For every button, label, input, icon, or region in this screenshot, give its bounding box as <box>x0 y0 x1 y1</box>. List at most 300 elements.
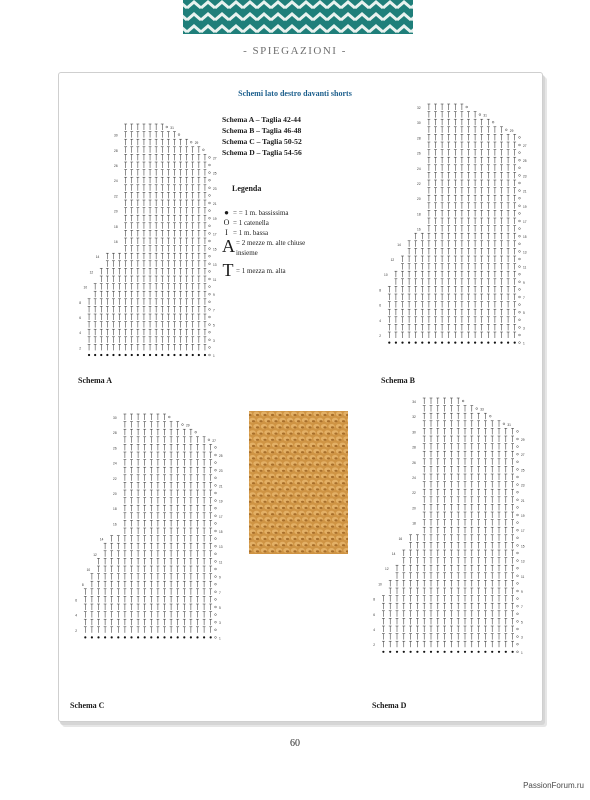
stitch-mark <box>117 636 119 638</box>
legend-text: = 1 mezza m. alta <box>236 267 286 275</box>
chain-mark <box>519 228 521 230</box>
chart-row <box>412 444 518 450</box>
texture-loop-shadow <box>327 445 330 447</box>
texture-loop-shadow <box>263 526 266 528</box>
chart-row <box>113 414 170 420</box>
chain-mark <box>519 167 521 169</box>
texture-loop-shadow <box>259 532 262 534</box>
texture-loop-shadow <box>323 476 326 478</box>
chain-mark <box>209 202 211 204</box>
texture-loop-shadow <box>323 439 326 441</box>
chart-row <box>423 436 525 442</box>
texture-loop-shadow <box>267 495 270 497</box>
stitch-mark <box>155 354 157 356</box>
texture-loop-shadow <box>331 501 334 503</box>
row-number-left: 4 <box>379 318 381 323</box>
row-number-left: 14 <box>391 552 396 556</box>
chart-row <box>391 256 521 262</box>
legend-title: Legenda <box>232 184 262 193</box>
chain-mark <box>519 342 521 344</box>
texture-loop-shadow <box>301 439 304 441</box>
chain-mark <box>215 469 217 471</box>
texture-loop-shadow <box>263 501 266 503</box>
texture-loop-shadow <box>282 433 285 435</box>
chart-row <box>84 604 221 610</box>
row-number-left: 10 <box>83 285 88 290</box>
texture-loop-shadow <box>331 414 334 416</box>
stitch-mark <box>498 651 500 653</box>
row-number-right: 19 <box>219 499 223 504</box>
chart-row <box>379 317 520 323</box>
texture-loop-shadow <box>297 507 300 509</box>
chain-mark <box>209 233 211 235</box>
chart-row <box>428 172 527 178</box>
stitch-mark <box>430 651 432 653</box>
chart-row <box>428 112 488 118</box>
texture-loop-shadow <box>286 439 289 441</box>
chain-mark <box>209 271 211 273</box>
texture-loop-shadow <box>301 426 304 428</box>
texture-loop-shadow <box>259 420 262 422</box>
stitch-mark <box>94 354 96 356</box>
texture-loop-shadow <box>259 433 262 435</box>
chart-row <box>124 528 223 534</box>
texture-loop-shadow <box>252 445 255 447</box>
stitch-mark <box>137 354 139 356</box>
row-number-right: 17 <box>521 529 525 534</box>
chain-mark <box>517 628 519 630</box>
texture-loop-shadow <box>308 464 311 466</box>
chart-row <box>423 466 525 472</box>
texture-loop-shadow <box>293 488 296 490</box>
chart-row <box>113 520 216 526</box>
texture-loop-shadow <box>278 513 281 515</box>
chain-mark <box>209 324 211 326</box>
size-list <box>222 114 302 158</box>
texture-loop-shadow <box>256 526 259 528</box>
texture-loop-shadow <box>271 426 274 428</box>
texture-loop-shadow <box>334 495 337 497</box>
texture-loop-shadow <box>323 464 326 466</box>
texture-loop-shadow <box>323 501 326 503</box>
stitch-mark <box>196 636 198 638</box>
texture-loop-shadow <box>274 445 277 447</box>
chart-row <box>114 208 210 214</box>
texture-loop-shadow <box>252 519 255 521</box>
chain-mark <box>517 636 519 638</box>
chart-row <box>389 588 523 594</box>
half-double-crochet-symbol-icon: T <box>222 260 234 280</box>
chain-mark <box>209 164 211 166</box>
texture-loop-shadow <box>293 451 296 453</box>
chain-mark <box>215 561 217 563</box>
texture-loop-shadow <box>259 507 262 509</box>
texture-loop-shadow <box>308 513 311 515</box>
crochet-texture-image <box>249 411 348 554</box>
row-number-left: 12 <box>93 552 97 557</box>
stitch-mark <box>170 636 172 638</box>
row-number-left: 20 <box>113 492 117 496</box>
texture-loop-shadow <box>331 526 334 528</box>
chain-mark <box>209 301 211 303</box>
texture-loop-shadow <box>342 470 345 472</box>
texture-loop-shadow <box>308 439 311 441</box>
texture-loop-shadow <box>297 433 300 435</box>
row-number-left: 8 <box>373 597 375 602</box>
row-number-left: 10 <box>86 568 91 572</box>
chart-row <box>379 332 520 338</box>
chart-row <box>124 498 223 504</box>
stitch-mark <box>448 342 450 344</box>
chart-row <box>412 520 518 526</box>
texture-loop-shadow <box>304 482 307 484</box>
texture-loop-shadow <box>301 464 304 466</box>
chart-row <box>428 203 527 209</box>
chain-mark <box>209 255 211 257</box>
chart-row <box>395 279 526 285</box>
chart-row <box>90 268 211 274</box>
texture-loop-shadow <box>323 414 326 416</box>
chart-row <box>87 566 217 572</box>
legend-text: = 1 m. bassa <box>233 229 269 237</box>
texture-loop-shadow <box>301 414 304 416</box>
row-number-right: 19 <box>523 204 527 209</box>
row-number-left: 6 <box>79 316 81 320</box>
chart-row <box>124 482 223 488</box>
chain-mark <box>215 477 217 479</box>
stitch-mark <box>401 342 403 344</box>
chain-mark <box>519 152 521 154</box>
stitch-mark <box>428 342 430 344</box>
row-number-left: 28 <box>114 148 118 153</box>
texture-loop-shadow <box>316 501 319 503</box>
chain-mark <box>215 462 217 464</box>
chain-mark <box>209 331 211 333</box>
chain-mark <box>476 408 478 410</box>
chain-mark <box>517 621 519 623</box>
texture-loop-shadow <box>304 433 307 435</box>
texture-loop-shadow <box>256 464 259 466</box>
row-number-left: 10 <box>384 273 388 278</box>
chart-row <box>408 248 527 254</box>
texture-loop-shadow <box>267 519 270 521</box>
stitch-mark <box>484 651 486 653</box>
chain-mark <box>517 461 519 463</box>
stitch-mark <box>461 342 463 344</box>
texture-loop-shadow <box>293 414 296 416</box>
stitch-mark <box>403 651 405 653</box>
chart-row <box>373 611 518 617</box>
stitch-mark <box>388 342 390 344</box>
texture-loop-shadow <box>297 470 300 472</box>
chain-mark <box>215 492 217 494</box>
chain-mark <box>209 217 211 219</box>
chart-row <box>113 460 216 466</box>
row-number-left: 14 <box>397 242 401 247</box>
chart-row <box>84 636 221 640</box>
texture-loop-shadow <box>338 451 341 453</box>
stitch-mark <box>210 636 212 638</box>
legend-text: = 1 catenella <box>233 219 269 227</box>
chart-row <box>417 134 520 140</box>
stitch-mark <box>124 636 126 638</box>
chain-mark <box>215 629 217 631</box>
row-number-right: 1 <box>523 341 525 346</box>
stitch-mark <box>471 651 473 653</box>
texture-loop-shadow <box>278 426 281 428</box>
texture-loop-shadow <box>267 470 270 472</box>
chart-row <box>423 512 525 518</box>
texture-loop-shadow <box>252 482 255 484</box>
row-number-right: 1 <box>521 650 523 655</box>
row-number-right: 9 <box>521 590 523 594</box>
chart-row <box>94 291 215 297</box>
chart-row <box>397 241 520 247</box>
texture-loop-shadow <box>301 526 304 528</box>
stitch-mark <box>131 354 133 356</box>
row-number-left: 22 <box>412 491 416 496</box>
texture-loop-shadow <box>293 476 296 478</box>
texture-loop-shadow <box>319 482 322 484</box>
chain-symbol-icon: O <box>223 218 230 227</box>
stitch-mark <box>144 636 146 638</box>
texture-loop-shadow <box>263 464 266 466</box>
chain-mark <box>479 114 481 116</box>
row-number-left: 24 <box>113 461 117 466</box>
chain-mark <box>209 339 211 341</box>
texture-loop-shadow <box>267 445 270 447</box>
chain-mark <box>209 293 211 295</box>
chain-mark <box>209 225 211 227</box>
texture-loop-shadow <box>327 495 330 497</box>
chain-mark <box>209 172 211 174</box>
chart-row <box>114 147 204 153</box>
chain-mark <box>492 121 494 123</box>
stitch-mark <box>111 636 113 638</box>
chart-row <box>396 573 525 579</box>
chain-mark <box>517 446 519 448</box>
texture-loop-shadow <box>319 519 322 521</box>
stitch-mark <box>143 354 145 356</box>
texture-loop-shadow <box>297 495 300 497</box>
row-number-left: 30 <box>113 416 117 420</box>
chart-schema-a <box>72 118 222 370</box>
dot-symbol-icon: ● <box>224 208 229 217</box>
texture-loop-shadow <box>304 445 307 447</box>
texture-loop-shadow <box>312 507 315 509</box>
chain-mark <box>519 197 521 199</box>
texture-loop-shadow <box>271 464 274 466</box>
chart-row <box>100 276 217 282</box>
chain-mark <box>182 424 184 426</box>
texture-loop-shadow <box>274 420 277 422</box>
texture-loop-shadow <box>259 457 262 459</box>
texture-loop-shadow <box>263 426 266 428</box>
texture-loop-shadow <box>338 439 341 441</box>
texture-loop-shadow <box>312 495 315 497</box>
chart-row <box>75 612 216 618</box>
chart-row <box>124 170 217 176</box>
chain-mark <box>517 567 519 569</box>
chart-row <box>114 162 210 168</box>
texture-loop-shadow <box>293 464 296 466</box>
row-number-left: 18 <box>114 224 118 229</box>
row-number-left: 16 <box>113 522 117 527</box>
stitch-mark <box>444 651 446 653</box>
chain-mark <box>517 469 519 471</box>
stitch-mark <box>91 636 93 638</box>
texture-loop-shadow <box>334 420 337 422</box>
texture-loop-shadow <box>267 482 270 484</box>
chart-row <box>417 195 520 201</box>
texture-loop-shadow <box>282 482 285 484</box>
row-number-left: 26 <box>114 164 118 168</box>
chain-mark <box>489 415 491 417</box>
stitch-mark <box>167 354 169 356</box>
chart-row <box>84 619 221 625</box>
chart-row <box>113 490 216 496</box>
chain-mark <box>519 243 521 245</box>
legend-item <box>222 208 316 218</box>
row-number-left: 28 <box>417 136 421 141</box>
chain-mark <box>519 251 521 253</box>
chart-row <box>114 192 210 198</box>
texture-loop-shadow <box>297 457 300 459</box>
chart-row <box>423 482 525 488</box>
chart-row <box>392 550 519 556</box>
texture-loop-shadow <box>342 445 345 447</box>
stitch-mark <box>396 651 398 653</box>
row-number-right: 1 <box>219 636 221 641</box>
stitch-mark <box>203 636 205 638</box>
chain-mark <box>517 499 519 501</box>
texture-loop-shadow <box>271 476 274 478</box>
chart-row <box>124 246 217 252</box>
stitch-mark <box>88 354 90 356</box>
row-number-right: 1 <box>213 354 215 358</box>
row-number-right: 23 <box>213 186 217 191</box>
texture-loop-shadow <box>289 507 292 509</box>
row-number-right: 29 <box>521 438 525 442</box>
row-number-right: 27 <box>213 156 217 161</box>
chart-row <box>373 596 518 602</box>
chain-mark <box>517 545 519 547</box>
row-number-right: 5 <box>521 620 523 625</box>
row-number-left: 28 <box>113 431 117 436</box>
row-number-left: 4 <box>75 613 77 618</box>
chain-mark <box>203 149 205 151</box>
chart-schema-b <box>372 98 532 370</box>
row-number-right: 23 <box>523 174 527 179</box>
row-number-right: 13 <box>523 250 527 255</box>
chart-row <box>100 536 217 542</box>
texture-loop-shadow <box>304 457 307 459</box>
chart-row <box>412 428 518 434</box>
stitch-mark <box>198 354 200 356</box>
chart-row <box>75 627 216 633</box>
row-number-right: 31 <box>507 422 511 427</box>
chart-row <box>114 223 210 229</box>
texture-loop-shadow <box>331 451 334 453</box>
chart-schema-d <box>366 392 530 696</box>
chevron-pattern-image <box>183 0 413 34</box>
texture-loop-shadow <box>308 426 311 428</box>
chain-mark <box>215 568 217 570</box>
chain-mark <box>517 514 519 516</box>
texture-loop-shadow <box>256 476 259 478</box>
texture-loop-shadow <box>271 501 274 503</box>
chart-row <box>382 634 523 640</box>
texture-loop-shadow <box>271 451 274 453</box>
texture-loop-shadow <box>252 507 255 509</box>
chart-row <box>379 302 520 308</box>
row-number-right: 21 <box>213 202 217 206</box>
texture-loop-shadow <box>278 488 281 490</box>
chart-row <box>88 354 215 358</box>
texture-loop-shadow <box>278 476 281 478</box>
chain-mark <box>466 106 468 108</box>
size-item: Schema C – Taglia 50-52 <box>222 137 302 146</box>
row-number-right: 7 <box>213 308 215 313</box>
chain-mark <box>519 266 521 268</box>
chart-label-schema-d: Schema D <box>372 701 407 710</box>
texture-loop-shadow <box>316 513 319 515</box>
texture-loop-shadow <box>338 501 341 503</box>
texture-loop-shadow <box>286 464 289 466</box>
chart-row <box>79 329 210 335</box>
chain-mark <box>517 552 519 554</box>
texture-loop-shadow <box>252 470 255 472</box>
chart-row <box>124 139 198 145</box>
texture-loop-shadow <box>271 414 274 416</box>
chart-row <box>88 337 215 343</box>
page-title: Schemi lato destro davanti shorts <box>238 89 352 98</box>
row-number-right: 7 <box>521 605 523 610</box>
chart-row <box>412 474 518 480</box>
row-number-right: 11 <box>523 265 527 270</box>
stitch-mark <box>416 651 418 653</box>
texture-loop-shadow <box>327 420 330 422</box>
row-number-left: 24 <box>417 166 421 171</box>
row-number-right: 23 <box>219 469 223 474</box>
row-number-right: 27 <box>521 453 525 458</box>
texture-loop-shadow <box>297 482 300 484</box>
chart-row <box>423 421 511 427</box>
row-number-right: 9 <box>219 575 221 580</box>
texture-loop-shadow <box>308 526 311 528</box>
row-number-left: 6 <box>75 598 77 603</box>
texture-loop-shadow <box>327 433 330 435</box>
chain-mark <box>519 220 521 222</box>
row-number-left: 16 <box>417 227 421 232</box>
texture-loop-shadow <box>282 457 285 459</box>
chain-mark <box>517 583 519 585</box>
chart-row <box>124 185 217 191</box>
row-number-left: 22 <box>113 476 117 481</box>
texture-loop-shadow <box>312 482 315 484</box>
texture-loop-shadow <box>316 526 319 528</box>
chain-mark <box>517 575 519 577</box>
texture-loop-shadow <box>319 507 322 509</box>
texture-loop-shadow <box>323 426 326 428</box>
texture-loop-shadow <box>282 519 285 521</box>
stitch-mark <box>84 636 86 638</box>
texture-loop-shadow <box>282 445 285 447</box>
chart-row <box>385 565 518 571</box>
chain-mark <box>209 157 211 159</box>
row-number-right: 15 <box>521 544 525 549</box>
stitch-mark <box>487 342 489 344</box>
